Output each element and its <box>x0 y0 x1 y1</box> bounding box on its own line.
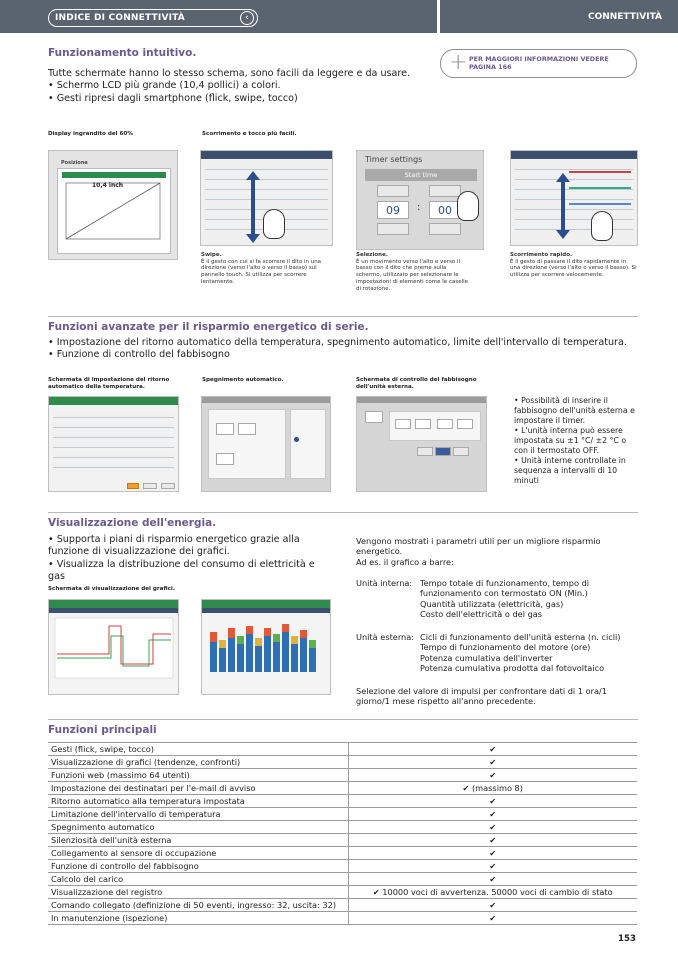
function-availability: ✔ <box>348 769 637 782</box>
intro-line: Tutte schermate hanno lo stesso schema, sono facili da leggere e da usare. <box>48 68 411 79</box>
spin-box[interactable] <box>216 423 234 435</box>
internal-item: Quantità utilizzata (elettricità, gas) <box>420 598 564 609</box>
external-item: Potenza cumulativa dell'inverter <box>420 652 553 663</box>
list-row <box>205 165 328 170</box>
settings-panel <box>208 409 286 479</box>
caption-title: Scorrimento rapido. <box>510 252 573 258</box>
index-label: INDICE DI CONNETTIVITÀ <box>55 13 185 23</box>
display-screenshot <box>48 150 178 260</box>
demand-heading: Schermata di controllo del fabbisogno dell'unità esterna. <box>356 377 477 390</box>
caption-flick <box>510 252 638 279</box>
function-name: Impostazione dei destinatari per l'e-mail di avviso <box>48 782 348 795</box>
scroll-heading: Scorrimento e tocco più facili. <box>202 131 297 137</box>
table-row <box>48 873 637 886</box>
list-row <box>515 225 633 230</box>
hand-icon <box>457 191 479 221</box>
spin-box[interactable] <box>415 419 431 429</box>
function-name: Silenziosità dell'unità esterna <box>48 834 348 847</box>
timer-title: Timer settings <box>365 155 423 164</box>
list-row <box>53 433 174 438</box>
intro-line: • Schermo LCD più grande (10,4 pollici) a colori. <box>48 80 281 92</box>
list-row <box>53 413 174 418</box>
function-availability: ✔ <box>348 899 637 912</box>
list-row <box>515 165 633 170</box>
minute-up-button[interactable] <box>429 185 461 197</box>
screen-button[interactable] <box>161 483 175 489</box>
swipe-screenshot <box>200 150 333 246</box>
external-items <box>420 632 636 674</box>
minute-value[interactable]: 00 <box>429 201 461 219</box>
temp-return-heading: Schermata di impostazione del ritorno automatico della temperatura. <box>48 377 170 390</box>
caption-title: Selezione. <box>356 252 388 258</box>
advanced-title: Funzioni avanzate per il risparmio energetico di serie. <box>48 321 369 333</box>
trend-line <box>569 187 631 189</box>
function-availability: ✔ <box>348 795 637 808</box>
hand-icon <box>591 211 613 241</box>
caption-title: Swipe. <box>201 252 222 258</box>
table-row <box>48 821 637 834</box>
caption-text: È il gesto di passare il dito rapidamente in una direzione (verso l'alto o verso il basso). Si utilizza per scorrere velocemente. <box>510 258 637 279</box>
spin-box[interactable] <box>216 453 234 465</box>
level-button[interactable] <box>417 447 433 456</box>
external-item: Potenza cumulativa prodotta dal fotovoltaico <box>420 663 605 674</box>
intro-text <box>48 68 410 105</box>
trend-graph-screenshot <box>48 599 179 695</box>
spin-box[interactable] <box>457 419 473 429</box>
demand-bullet: • Unità interne controllate in sequenza a intervalli di 10 minuti <box>514 456 626 485</box>
function-name: Spegnimento automatico <box>48 821 348 834</box>
list-row <box>515 175 633 180</box>
radio-icon[interactable] <box>294 437 299 442</box>
energy-text <box>48 534 328 584</box>
fast-scroll-arrow-icon <box>561 181 565 231</box>
level-button[interactable] <box>453 447 469 456</box>
function-availability: ✔ <box>348 834 637 847</box>
section-rule <box>48 316 638 317</box>
screen-blue-bar <box>49 608 178 613</box>
table-row <box>48 743 637 756</box>
demand-bullet: • Possibilità di inserire il fabbisogno dell'unità esterna e impostare il timer. <box>514 396 635 425</box>
screen-grey-bar <box>202 397 330 403</box>
table-row <box>48 769 637 782</box>
trend-line <box>569 171 631 173</box>
function-name: Calcolo del carico <box>48 873 348 886</box>
page-number: 153 <box>618 934 636 944</box>
auto-off-screenshot <box>201 396 331 492</box>
spin-box[interactable] <box>437 419 453 429</box>
time-separator: : <box>417 202 421 213</box>
energy-details <box>356 536 638 707</box>
table-row <box>48 899 637 912</box>
hour-down-button[interactable] <box>377 223 409 235</box>
function-availability: ✔ <box>348 821 637 834</box>
functions-table <box>48 742 637 925</box>
options-panel <box>290 409 326 479</box>
screen-green-bar <box>202 600 330 608</box>
list-row <box>205 205 328 210</box>
display-panel <box>57 168 171 254</box>
trend-line <box>569 203 631 205</box>
spin-box[interactable] <box>238 423 256 435</box>
table-row <box>48 782 637 795</box>
function-availability: ✔ (massimo 8) <box>348 782 637 795</box>
table-row <box>48 808 637 821</box>
section-rule <box>48 719 638 720</box>
level-button-active[interactable] <box>435 447 451 456</box>
internal-item: Costo dell'elettricità o del gas <box>420 609 543 620</box>
bar-graph <box>202 614 331 686</box>
list-row <box>53 423 174 428</box>
function-name: Ritorno automatico alla temperatura impostata <box>48 795 348 808</box>
top-bar <box>0 0 678 33</box>
swipe-header-bar <box>201 151 332 159</box>
screen-grey-bar <box>357 397 486 403</box>
list-row <box>53 453 174 458</box>
hand-icon <box>263 209 285 239</box>
table-row <box>48 847 637 860</box>
list-row <box>205 185 328 190</box>
more-info-text: PER MAGGIORI INFORMAZIONI VEDERE PAGINA 166 <box>469 55 609 71</box>
function-name: Comando collegato (definizione di 50 eventi, ingresso: 32, uscita: 32) <box>48 899 348 912</box>
table-row <box>48 860 637 873</box>
timer-subtitle: Start time <box>365 169 477 181</box>
function-availability: ✔ <box>348 847 637 860</box>
energy-title: Visualizzazione dell'energia. <box>48 517 217 529</box>
table-row <box>48 912 637 925</box>
list-row <box>53 443 174 448</box>
table-row <box>48 795 637 808</box>
external-label: Unità esterna: <box>356 632 415 642</box>
screen-green-bar <box>49 397 178 405</box>
caption-text: È un movimento verso l'alto e verso il basso con il dito che preme sulla schermo, utilizzato per selezionare le impostazioni di elementi come le caselle di rotazione. <box>356 258 469 292</box>
function-availability: ✔ <box>348 912 637 925</box>
list-row <box>515 205 633 210</box>
display-mock-title: Posizione <box>61 160 88 166</box>
function-name: Collegamento al sensore di occupazione <box>48 847 348 860</box>
function-name: Limitazione dell'intervallo di temperatura <box>48 808 348 821</box>
function-availability: ✔ <box>348 756 637 769</box>
caption-text: È il gesto con cui si fa scorrere il dito in una direzione (verso l'alto o verso il basso) sul pannello touch. Si utilizza per scorrere lentamente. <box>201 258 322 285</box>
spin-box[interactable] <box>395 419 411 429</box>
external-item: Cicli di funzionamento dell'unità esterna (n. cicli) <box>420 632 621 642</box>
intro-line: • Gesti ripresi dagli smartphone (flick, swipe, tocco) <box>48 92 298 104</box>
display-heading: Display ingrandito del 60% <box>48 131 133 137</box>
function-name: Funzioni web (massimo 64 utenti) <box>48 769 348 782</box>
list-row <box>205 175 328 180</box>
advanced-text <box>48 337 627 362</box>
plus-icon: + <box>449 50 468 75</box>
list-row <box>205 195 328 200</box>
section-rule <box>48 512 638 513</box>
internal-label: Unità interna: <box>356 578 413 588</box>
function-name: In manutenzione (ispezione) <box>48 912 348 925</box>
fast-scroll-screenshot <box>510 150 638 246</box>
list-row <box>53 463 174 468</box>
hour-up-button[interactable] <box>377 185 409 197</box>
caption-swipe <box>201 252 331 286</box>
demand-screenshot <box>356 396 487 492</box>
section-title: CONNETTIVITÀ <box>587 12 662 22</box>
internal-items <box>420 578 636 620</box>
energy-intro: Vengono mostrati i parametri utili per un migliore risparmio energetico. Ad es. il grafico a barre: <box>356 536 601 567</box>
energy-line: • Visualizza la distribuzione del consumo di elettricità e gas <box>48 558 315 583</box>
table-row <box>48 834 637 847</box>
intro-title: Funzionamento intuitivo. <box>48 47 197 59</box>
function-availability: ✔ <box>348 873 637 886</box>
screen-green-bar <box>49 600 178 608</box>
table-row <box>48 756 637 769</box>
list-row <box>515 195 633 200</box>
main-functions-title: Funzioni principali <box>48 724 157 736</box>
energy-line: • Supporta i piani di risparmio energetico grazie alla funzione di visualizzazione dei grafici. <box>48 534 300 558</box>
fast-scroll-header-bar <box>511 151 637 159</box>
more-info-link[interactable] <box>440 49 637 78</box>
internal-item: Tempo totale di funzionamento, tempo di funzionamento con termostato ON (Min.) <box>420 578 590 599</box>
list-row <box>515 215 633 220</box>
function-availability: ✔ <box>348 808 637 821</box>
pulse-note: Selezione del valore di impulsi per confrontare dati di 1 ora/1 giorno/1 mese rispetto all'anno precedente. <box>356 686 607 707</box>
timer-screenshot <box>356 150 484 250</box>
temp-return-screenshot <box>48 396 179 492</box>
caption-select <box>356 252 472 292</box>
demand-bullets <box>514 396 638 486</box>
demand-bullet: • L'unità interna può essere impostata su ±1 °C/ ±2 °C o con il termostato OFF. <box>514 426 627 455</box>
swipe-arrow-icon <box>251 179 255 235</box>
table-row <box>48 886 637 899</box>
connectivity-index-link[interactable] <box>48 9 258 27</box>
screen-blue-bar <box>202 608 330 613</box>
auto-off-heading: Spegnimento automatico. <box>202 377 284 383</box>
display-size-label: 10,4 inch <box>92 182 124 189</box>
function-availability: ✔ 10000 voci di avvertenza. 50000 voci di cambio di stato <box>348 886 637 899</box>
function-name: Gesti (flick, swipe, tocco) <box>48 743 348 756</box>
function-availability: ✔ <box>348 860 637 873</box>
function-name: Visualizzazione del registro <box>48 886 348 899</box>
screen-button[interactable] <box>365 411 383 423</box>
external-item: Tempo di funzionamento del motore (ore) <box>420 642 591 653</box>
function-name: Visualizzazione di grafici (tendenze, confronti) <box>48 756 348 769</box>
orange-button[interactable] <box>127 483 139 489</box>
trend-graph <box>49 614 179 694</box>
function-availability: ✔ <box>348 743 637 756</box>
advanced-line: • Impostazione del ritorno automatico della temperatura, spegnimento automatico, limite dell'intervallo di temperatura. <box>48 337 627 348</box>
bar-graph-screenshot <box>201 599 331 695</box>
advanced-line: • Funzione di controllo del fabbisogno <box>48 349 230 361</box>
hour-value[interactable]: 09 <box>377 201 409 219</box>
screen-button[interactable] <box>143 483 157 489</box>
minute-down-button[interactable] <box>429 223 461 235</box>
function-name: Funzione di controllo del fabbisogno <box>48 860 348 873</box>
graph-heading: Schermata di visualizzazione dei grafici. <box>48 586 175 592</box>
chevron-left-icon[interactable]: ‹ <box>240 11 254 25</box>
